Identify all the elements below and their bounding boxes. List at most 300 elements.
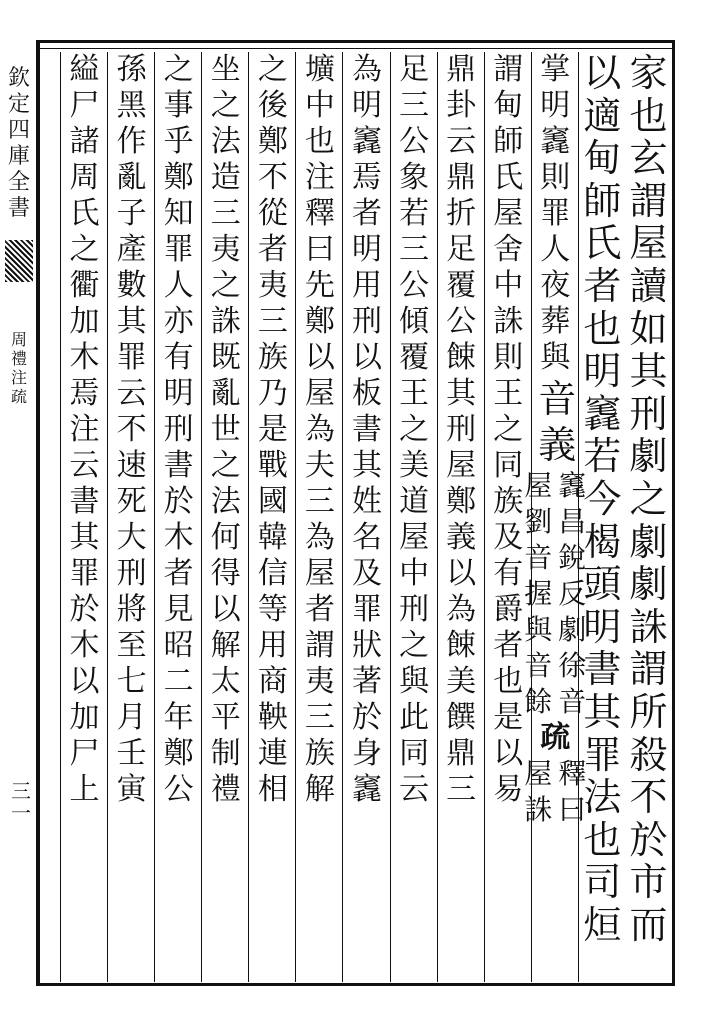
glyph: 適	[583, 93, 622, 138]
glyph: 昭	[163, 628, 194, 663]
glyph: 頭	[583, 562, 622, 607]
glyph: 加	[69, 304, 100, 339]
glyph: 法	[583, 775, 622, 820]
glyph: 屋	[304, 376, 335, 411]
glyph: 著	[351, 664, 382, 699]
glyph: 刑	[399, 592, 430, 627]
glyph: 反	[558, 577, 587, 610]
glyph: 鄭	[163, 160, 194, 195]
glyph: 月	[116, 700, 147, 735]
glyph: 及	[351, 556, 382, 591]
glyph: 之	[210, 448, 241, 483]
glyph: 平	[210, 700, 241, 735]
glyph: 用	[257, 628, 288, 663]
glyph: 姓	[351, 484, 382, 519]
glyph: 庫	[7, 144, 30, 169]
glyph: 黑	[116, 88, 147, 123]
glyph: 族	[493, 484, 524, 519]
glyph: 諸	[69, 124, 100, 159]
glyph: 劇	[558, 613, 587, 646]
glyph: 尸	[69, 88, 100, 123]
glyph: 與	[524, 613, 553, 646]
text-column-9	[248, 52, 296, 982]
glyph: 孫	[116, 52, 147, 87]
glyph: 掌	[540, 52, 571, 87]
split-annotation	[522, 468, 588, 720]
glyph: 壬	[116, 736, 147, 771]
glyph: 連	[257, 736, 288, 771]
glyph: 屋	[399, 520, 430, 555]
glyph: 於	[629, 817, 668, 862]
glyph: 夷	[257, 268, 288, 303]
glyph: 速	[116, 448, 147, 483]
glyph: 以	[351, 340, 382, 375]
glyph: 中	[304, 88, 335, 123]
glyph: 誅	[524, 793, 553, 826]
glyph: 王	[399, 376, 430, 411]
glyph: 屋	[446, 448, 477, 483]
glyph: 作	[116, 124, 147, 159]
glyph: 尸	[69, 736, 100, 771]
glyph: 釋	[304, 196, 335, 231]
glyph: 其	[583, 689, 622, 734]
edge-page-number	[8, 780, 34, 824]
glyph: 三	[11, 779, 31, 803]
glyph: 道	[399, 484, 430, 519]
glyph: 亂	[210, 376, 241, 411]
glyph: 刑	[629, 391, 668, 436]
glyph: 年	[163, 700, 194, 735]
glyph: 音	[558, 685, 587, 718]
glyph: 司	[583, 860, 622, 905]
glyph: 周	[69, 160, 100, 195]
glyph: 夷	[304, 664, 335, 699]
glyph: 乃	[257, 376, 288, 411]
glyph: 屋	[304, 556, 335, 591]
glyph: 鼎	[446, 52, 477, 87]
text-column-5	[437, 52, 485, 982]
glyph: 鄭	[304, 304, 335, 339]
glyph: 七	[116, 664, 147, 699]
glyph: 世	[210, 412, 241, 447]
glyph: 以	[304, 340, 335, 375]
glyph: 壙	[304, 52, 335, 87]
shu-mark	[538, 720, 572, 756]
glyph: 至	[116, 628, 147, 663]
glyph: 公	[399, 124, 430, 159]
glyph: 事	[163, 88, 194, 123]
edge-book-title	[8, 66, 30, 222]
glyph: 與	[399, 664, 430, 699]
glyph: 謂	[304, 628, 335, 663]
glyph: 鞅	[257, 700, 288, 735]
glyph: 之	[399, 628, 430, 663]
edge-section-title	[11, 330, 27, 406]
glyph: 為	[304, 520, 335, 555]
text-column-10	[201, 52, 249, 982]
glyph: 竁	[351, 124, 382, 159]
glyph: 為	[304, 412, 335, 447]
glyph: 三	[304, 484, 335, 519]
glyph: 者	[304, 592, 335, 627]
glyph: 屋	[629, 221, 668, 266]
glyph: 劇	[629, 562, 668, 607]
glyph: 也	[629, 93, 668, 138]
glyph: 其	[116, 304, 147, 339]
glyph: 楬	[583, 519, 622, 564]
glyph: 注	[304, 160, 335, 195]
glyph: 也	[583, 817, 622, 862]
glyph: 人	[540, 232, 571, 267]
glyph: 傾	[399, 304, 430, 339]
glyph: 人	[163, 268, 194, 303]
glyph: 信	[257, 556, 288, 591]
glyph: 誅	[629, 604, 668, 649]
glyph: 亂	[116, 160, 147, 195]
glyph: 以	[210, 592, 241, 627]
glyph: 爵	[493, 592, 524, 627]
glyph: 夷	[210, 232, 241, 267]
glyph: 不	[629, 775, 668, 820]
glyph: 為	[446, 592, 477, 627]
glyph: 其	[446, 376, 477, 411]
glyph: 饌	[446, 700, 477, 735]
glyph: 書	[583, 647, 622, 692]
glyph: 既	[210, 340, 241, 375]
glyph: 乎	[163, 124, 194, 159]
frame-top-rule	[37, 48, 675, 49]
glyph: 見	[163, 592, 194, 627]
glyph: 罪	[116, 340, 147, 375]
glyph: 如	[629, 306, 668, 351]
text-column-13	[60, 52, 108, 982]
glyph: 今	[583, 476, 622, 521]
glyph: 讀	[629, 263, 668, 308]
glyph: 定	[7, 92, 30, 117]
glyph: 有	[493, 556, 524, 591]
glyph: 義	[446, 520, 477, 555]
glyph: 云	[116, 376, 147, 411]
glyph: 罪	[163, 232, 194, 267]
glyph: 木	[69, 340, 100, 375]
glyph: 家	[629, 51, 668, 95]
glyph: 全	[7, 170, 30, 195]
glyph: 族	[257, 340, 288, 375]
glyph: 昌	[558, 505, 587, 538]
glyph: 其	[629, 349, 668, 394]
glyph: 木	[163, 520, 194, 555]
glyph: 縊	[69, 52, 100, 87]
glyph: 先	[304, 268, 335, 303]
glyph: 之	[69, 232, 100, 267]
glyph: 者	[163, 556, 194, 591]
glyph: 也	[493, 664, 524, 699]
glyph: 二	[163, 664, 194, 699]
glyph: 產	[116, 232, 147, 267]
glyph: 謂	[629, 647, 668, 692]
glyph: 也	[583, 306, 622, 351]
glyph: 是	[493, 700, 524, 735]
glyph: 身	[351, 736, 382, 771]
fishtail-mark	[5, 240, 33, 282]
glyph: 三	[399, 88, 430, 123]
glyph: 一	[11, 801, 31, 825]
glyph: 劇	[629, 519, 668, 564]
glyph: 釋	[558, 757, 587, 790]
glyph: 美	[446, 664, 477, 699]
glyph: 制	[210, 736, 241, 771]
glyph: 足	[446, 232, 477, 267]
glyph: 謂	[493, 52, 524, 87]
glyph: 舍	[493, 232, 524, 267]
split-annotation-2	[522, 756, 588, 828]
glyph: 商	[257, 664, 288, 699]
glyph: 太	[210, 664, 241, 699]
glyph: 公	[163, 772, 194, 807]
glyph: 法	[210, 484, 241, 519]
glyph: 誅	[210, 304, 241, 339]
glyph: 周	[10, 330, 27, 349]
glyph: 刑	[116, 556, 147, 591]
glyph: 禮	[10, 349, 27, 368]
glyph: 之	[210, 88, 241, 123]
glyph: 等	[257, 592, 288, 627]
glyph: 則	[493, 340, 524, 375]
glyph: 明	[540, 88, 571, 123]
glyph: 之	[399, 412, 430, 447]
glyph: 刑	[446, 412, 477, 447]
glyph: 足	[399, 52, 430, 87]
glyph: 從	[257, 196, 288, 231]
glyph: 鄭	[163, 736, 194, 771]
glyph: 數	[116, 268, 147, 303]
glyph: 書	[69, 484, 100, 519]
glyph: 玄	[629, 136, 668, 181]
text-column-4	[484, 52, 532, 982]
glyph: 族	[304, 736, 335, 771]
glyph: 云	[446, 124, 477, 159]
glyph: 若	[399, 196, 430, 231]
glyph: 刑	[351, 304, 382, 339]
glyph: 亦	[163, 304, 194, 339]
glyph: 公	[399, 268, 430, 303]
glyph: 三	[304, 700, 335, 735]
edge-margin	[4, 66, 34, 406]
glyph: 何	[210, 520, 241, 555]
text-column-3	[524, 52, 587, 982]
glyph: 於	[351, 700, 382, 735]
glyph: 折	[446, 196, 477, 231]
glyph: 罪	[351, 592, 382, 627]
glyph: 云	[399, 772, 430, 807]
glyph: 屋	[524, 757, 553, 790]
glyph: 明	[583, 604, 622, 649]
glyph: 也	[304, 124, 335, 159]
glyph: 罪	[583, 732, 622, 777]
glyph: 是	[257, 412, 288, 447]
glyph: 竁	[351, 772, 382, 807]
glyph: 者	[493, 628, 524, 663]
glyph: 者	[583, 263, 622, 308]
glyph: 中	[493, 268, 524, 303]
glyph: 公	[446, 304, 477, 339]
glyph: 罪	[540, 196, 571, 231]
glyph: 明	[351, 88, 382, 123]
glyph: 鼎	[446, 736, 477, 771]
glyph: 鄭	[257, 124, 288, 159]
glyph: 若	[583, 434, 622, 479]
glyph: 書	[163, 448, 194, 483]
glyph: 刑	[163, 412, 194, 447]
glyph: 誅	[493, 304, 524, 339]
glyph: 鄭	[446, 484, 477, 519]
glyph: 曰	[304, 232, 335, 267]
glyph: 及	[493, 520, 524, 555]
glyph: 氏	[493, 160, 524, 195]
glyph: 以	[446, 556, 477, 591]
glyph: 者	[351, 196, 382, 231]
glyph: 餗	[446, 340, 477, 375]
glyph: 之	[629, 476, 668, 521]
glyph: 銳	[558, 541, 587, 574]
glyph: 板	[351, 376, 382, 411]
glyph: 明	[163, 376, 194, 411]
glyph: 焉	[351, 160, 382, 195]
glyph: 焉	[69, 376, 100, 411]
glyph: 以	[69, 664, 100, 699]
glyph: 師	[583, 178, 622, 223]
glyph: 同	[493, 448, 524, 483]
glyph: 中	[399, 556, 430, 591]
glyph: 解	[210, 628, 241, 663]
glyph: 王	[493, 376, 524, 411]
glyph: 竁	[540, 124, 571, 159]
glyph: 所	[629, 689, 668, 734]
glyph: 握	[524, 577, 553, 610]
glyph: 衢	[69, 268, 100, 303]
glyph: 疏	[540, 720, 571, 755]
glyph: 甸	[493, 88, 524, 123]
glyph: 徐	[558, 649, 587, 682]
glyph: 劉	[524, 505, 553, 538]
glyph: 國	[257, 484, 288, 519]
glyph: 者	[257, 232, 288, 267]
glyph: 云	[69, 448, 100, 483]
glyph: 子	[116, 196, 147, 231]
glyph: 以	[493, 736, 524, 771]
glyph: 戰	[257, 448, 288, 483]
glyph: 狀	[351, 628, 382, 663]
glyph: 造	[210, 160, 241, 195]
glyph: 師	[493, 124, 524, 159]
glyph: 得	[210, 556, 241, 591]
glyph: 後	[257, 88, 288, 123]
glyph: 不	[257, 160, 288, 195]
glyph: 書	[351, 412, 382, 447]
text-column-11	[154, 52, 202, 982]
glyph: 屋	[524, 469, 553, 502]
glyph: 於	[69, 592, 100, 627]
glyph: 鼎	[446, 160, 477, 195]
glyph: 明	[351, 232, 382, 267]
glyph: 覆	[399, 340, 430, 375]
edge-divider	[36, 40, 38, 986]
glyph: 之	[257, 52, 288, 87]
glyph: 葬	[540, 304, 571, 339]
glyph: 將	[116, 592, 147, 627]
glyph: 欽	[7, 66, 30, 91]
glyph: 三	[399, 232, 430, 267]
glyph: 解	[304, 772, 335, 807]
glyph: 甸	[583, 136, 622, 181]
glyph: 氏	[583, 221, 622, 266]
glyph: 知	[163, 196, 194, 231]
glyph: 注	[69, 412, 100, 447]
glyph: 疏	[10, 387, 27, 406]
glyph: 市	[629, 860, 668, 905]
glyph: 罪	[69, 556, 100, 591]
glyph: 則	[540, 160, 571, 195]
glyph: 竁	[583, 391, 622, 436]
glyph: 寅	[116, 772, 147, 807]
glyph: 其	[69, 520, 100, 555]
glyph: 之	[210, 268, 241, 303]
glyph: 劇	[629, 434, 668, 479]
glyph: 相	[257, 772, 288, 807]
glyph: 書	[7, 196, 30, 221]
glyph: 三	[446, 772, 477, 807]
glyph: 四	[7, 118, 30, 143]
glyph: 此	[399, 700, 430, 735]
glyph: 音	[524, 541, 553, 574]
glyph: 大	[116, 520, 147, 555]
glyph: 覆	[446, 268, 477, 303]
glyph: 注	[10, 368, 27, 387]
glyph: 上	[69, 772, 100, 807]
glyph: 謂	[629, 178, 668, 223]
glyph: 木	[69, 628, 100, 663]
glyph: 坐	[210, 52, 241, 87]
glyph: 禮	[210, 772, 241, 807]
glyph: 氏	[69, 196, 100, 231]
glyph: 夜	[540, 268, 571, 303]
glyph: 法	[210, 124, 241, 159]
glyph: 曰	[558, 793, 587, 826]
glyph: 之	[163, 52, 194, 87]
glyph: 其	[351, 448, 382, 483]
glyph: 義	[538, 423, 577, 467]
glyph: 餘	[524, 685, 553, 718]
text-column-1	[625, 52, 672, 982]
text-column-6	[390, 52, 438, 982]
text-column-8	[295, 52, 343, 982]
glyph: 與	[540, 340, 571, 375]
glyph: 殺	[629, 732, 668, 777]
glyph: 烜	[583, 902, 622, 947]
glyph: 竁	[558, 469, 587, 502]
glyph: 易	[493, 772, 524, 807]
glyph: 同	[399, 736, 430, 771]
glyph: 為	[351, 52, 382, 87]
glyph: 而	[629, 902, 668, 947]
glyph: 之	[493, 412, 524, 447]
glyph: 用	[351, 268, 382, 303]
glyph: 屋	[493, 196, 524, 231]
glyph: 餗	[446, 628, 477, 663]
text-column-12	[107, 52, 155, 982]
glyph: 象	[399, 160, 430, 195]
glyph: 音	[524, 649, 553, 682]
